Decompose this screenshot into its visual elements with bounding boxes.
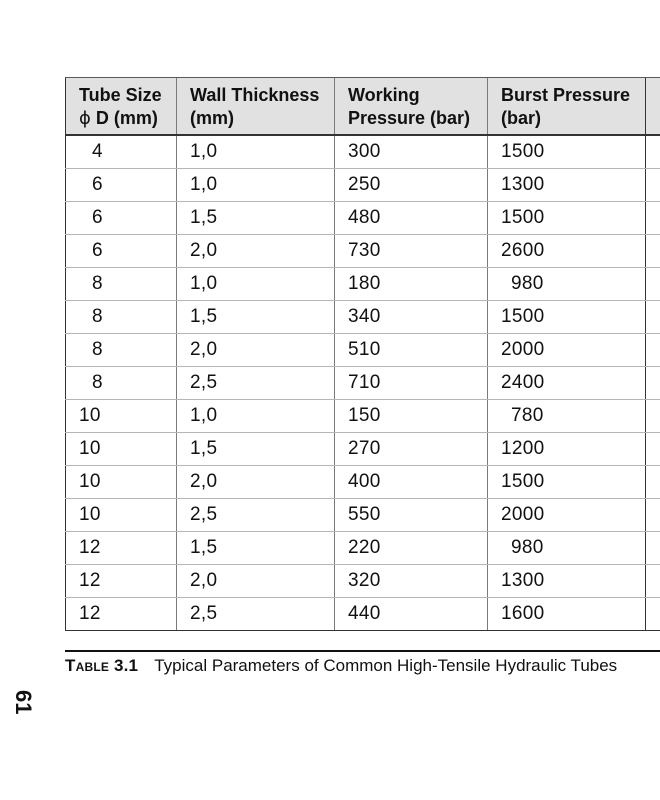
cell-working-pressure: 440 [335, 597, 488, 630]
cell-burst-pressure: 980 [488, 531, 646, 564]
tube-parameters-table [65, 77, 660, 631]
table-row [66, 465, 660, 498]
phi-symbol: ϕ [79, 108, 91, 129]
cell-burst-pressure: 2000 [488, 333, 646, 366]
cell-wall-thickness: 2,0 [177, 234, 335, 267]
cell-burst-pressure: 980 [488, 267, 646, 300]
table-row [66, 432, 660, 465]
cell-working-pressure: 510 [335, 333, 488, 366]
cell-tube-size: 6 [66, 201, 177, 234]
table-row [66, 300, 660, 333]
cell-cut-off-column [646, 531, 660, 564]
cell-burst-pressure: 780 [488, 399, 646, 432]
table-row [66, 399, 660, 432]
cell-burst-pressure: 2400 [488, 366, 646, 399]
header-working-pressure [335, 78, 488, 136]
cell-wall-thickness: 2,0 [177, 333, 335, 366]
cell-tube-size: 10 [66, 465, 177, 498]
header-cut-off-column [646, 78, 660, 136]
table-row [66, 564, 660, 597]
cell-cut-off-column [646, 135, 660, 168]
table-row [66, 333, 660, 366]
cell-tube-size: 8 [66, 366, 177, 399]
tube-parameters-table-container [65, 77, 660, 631]
cell-cut-off-column [646, 366, 660, 399]
table-row [66, 201, 660, 234]
table-row [66, 267, 660, 300]
cell-tube-size: 12 [66, 531, 177, 564]
cell-cut-off-column [646, 267, 660, 300]
cell-cut-off-column [646, 465, 660, 498]
cell-burst-pressure: 1500 [488, 135, 646, 168]
table-row [66, 234, 660, 267]
page-number: 61 [11, 690, 36, 715]
cell-tube-size: 8 [66, 267, 177, 300]
table-row [66, 135, 660, 168]
header-burst-pressure-line2: (bar) [501, 108, 541, 128]
cell-tube-size: 4 [66, 135, 177, 168]
cell-working-pressure: 250 [335, 168, 488, 201]
table-row [66, 597, 660, 630]
cell-tube-size: 10 [66, 498, 177, 531]
cell-burst-pressure: 1500 [488, 300, 646, 333]
table-row [66, 498, 660, 531]
cell-tube-size: 8 [66, 300, 177, 333]
cell-wall-thickness: 2,0 [177, 465, 335, 498]
cell-wall-thickness: 1,0 [177, 399, 335, 432]
header-wall-thickness-line1: Wall Thickness [190, 85, 320, 105]
cell-tube-size: 10 [66, 432, 177, 465]
cell-working-pressure: 730 [335, 234, 488, 267]
cell-tube-size: 12 [66, 597, 177, 630]
cell-burst-pressure: 1300 [488, 168, 646, 201]
cell-burst-pressure: 1200 [488, 432, 646, 465]
cell-wall-thickness: 1,5 [177, 531, 335, 564]
cell-wall-thickness: 2,5 [177, 366, 335, 399]
cell-tube-size: 12 [66, 564, 177, 597]
cell-burst-pressure: 1500 [488, 201, 646, 234]
cell-working-pressure: 220 [335, 531, 488, 564]
cell-burst-pressure: 2600 [488, 234, 646, 267]
cell-burst-pressure: 1600 [488, 597, 646, 630]
cell-wall-thickness: 1,5 [177, 432, 335, 465]
cell-working-pressure: 300 [335, 135, 488, 168]
cell-cut-off-column [646, 597, 660, 630]
cell-burst-pressure: 2000 [488, 498, 646, 531]
cell-burst-pressure: 1300 [488, 564, 646, 597]
cell-working-pressure: 400 [335, 465, 488, 498]
header-tube-size-line1: Tube Size [79, 85, 162, 105]
cell-burst-pressure: 1500 [488, 465, 646, 498]
cell-working-pressure: 340 [335, 300, 488, 333]
cell-working-pressure: 180 [335, 267, 488, 300]
header-tube-size [66, 78, 177, 136]
header-working-pressure-line2: Pressure (bar) [348, 108, 471, 128]
cell-working-pressure: 550 [335, 498, 488, 531]
cell-wall-thickness: 1,0 [177, 267, 335, 300]
cell-cut-off-column [646, 168, 660, 201]
cell-wall-thickness: 1,0 [177, 135, 335, 168]
header-wall-thickness [177, 78, 335, 136]
header-wall-thickness-line2: (mm) [190, 108, 234, 128]
cell-wall-thickness: 1,0 [177, 168, 335, 201]
cell-wall-thickness: 2,0 [177, 564, 335, 597]
table-header-row [66, 78, 660, 136]
cell-cut-off-column [646, 564, 660, 597]
cell-tube-size: 10 [66, 399, 177, 432]
header-working-pressure-line1: Working [348, 85, 420, 105]
table-caption-text: Typical Parameters of Common High-Tensile Hydraulic Tubes [154, 656, 618, 675]
header-burst-pressure [488, 78, 646, 136]
cell-working-pressure: 710 [335, 366, 488, 399]
cell-cut-off-column [646, 201, 660, 234]
table-caption-label: Table 3.1 [65, 656, 139, 675]
cell-tube-size: 6 [66, 234, 177, 267]
cell-cut-off-column [646, 399, 660, 432]
header-tube-size-line2: D (mm) [90, 108, 158, 128]
header-burst-pressure-line1: Burst Pressure [501, 85, 631, 105]
cell-working-pressure: 270 [335, 432, 488, 465]
cell-wall-thickness: 1,5 [177, 300, 335, 333]
table-row [66, 168, 660, 201]
cell-cut-off-column [646, 498, 660, 531]
cell-wall-thickness: 1,5 [177, 201, 335, 234]
table-row [66, 366, 660, 399]
cell-wall-thickness: 2,5 [177, 498, 335, 531]
cell-cut-off-column [646, 333, 660, 366]
cell-cut-off-column [646, 234, 660, 267]
cell-working-pressure: 320 [335, 564, 488, 597]
cell-tube-size: 8 [66, 333, 177, 366]
table-body [66, 135, 660, 630]
table-caption [65, 650, 660, 676]
cell-working-pressure: 480 [335, 201, 488, 234]
cell-working-pressure: 150 [335, 399, 488, 432]
table-row [66, 531, 660, 564]
cell-cut-off-column [646, 432, 660, 465]
cell-wall-thickness: 2,5 [177, 597, 335, 630]
cell-cut-off-column [646, 300, 660, 333]
cell-tube-size: 6 [66, 168, 177, 201]
